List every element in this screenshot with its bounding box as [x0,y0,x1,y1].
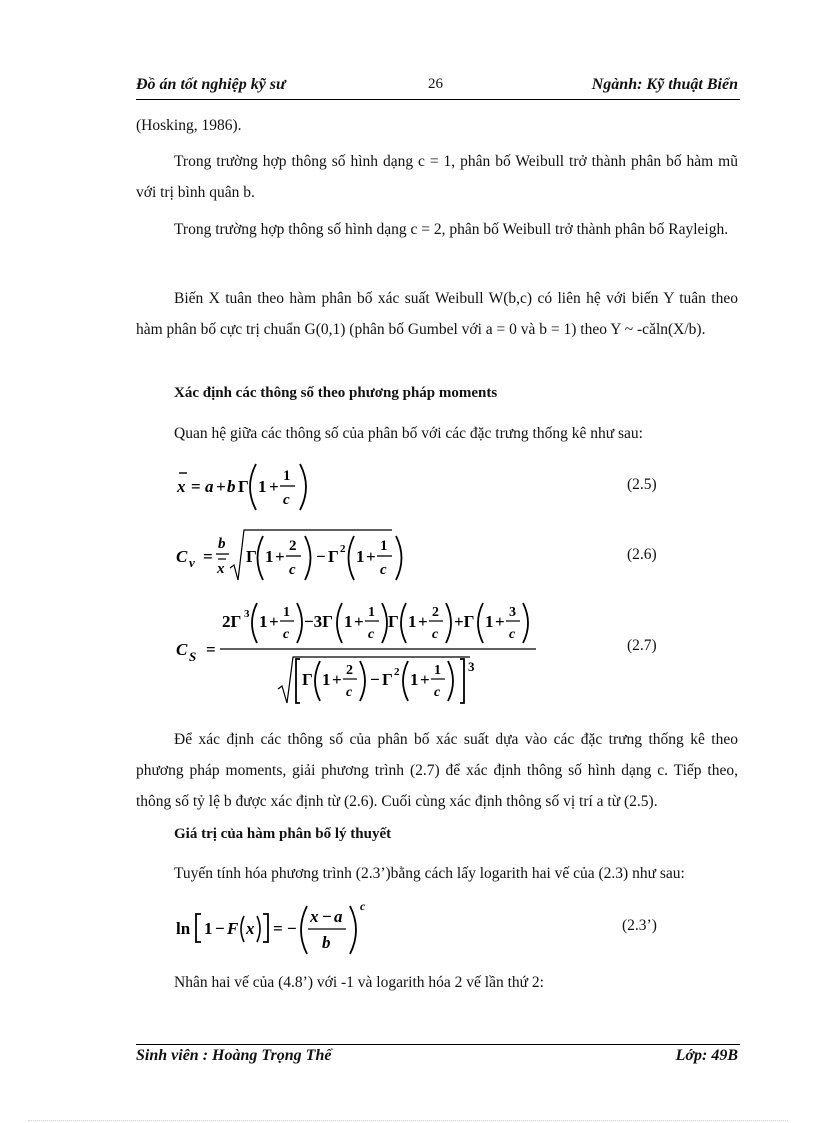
paragraph-linearization: Tuyến tính hóa phương trình (2.3’)bằng cách lấy logarith hai vế của (2.3) như sau: [174,865,685,882]
svg-text:a: a [205,477,214,496]
svg-text:1: 1 [265,547,274,566]
svg-text:+: + [418,612,428,631]
svg-text:−3Γ: −3Γ [304,612,334,631]
svg-text:−: − [215,919,225,938]
page-footer [136,1047,738,1071]
paragraph-citation: (Hosking, 1986). [136,117,242,134]
svg-text:1: 1 [204,919,213,938]
paragraph-moment-relations: Quan hệ giữa các thông số của phân bố với các đặc trưng thống kê như sau: [174,425,643,442]
svg-text:1: 1 [408,612,417,631]
svg-text:1: 1 [368,605,375,620]
svg-text:c: c [283,627,290,642]
svg-text:a: a [334,907,343,926]
svg-text:c: c [432,627,439,642]
svg-text:1: 1 [259,612,268,631]
svg-text:+: + [216,477,226,496]
svg-text:3: 3 [244,608,250,620]
svg-text:x: x [246,919,255,938]
footer-student-name: Sinh viên : Hoàng Trọng Thể [136,1047,332,1064]
footer-class: Lớp: 49B [675,1047,738,1064]
svg-text:−: − [370,670,380,689]
svg-text:+: + [275,547,285,566]
svg-text:Γ: Γ [388,612,399,631]
svg-text:F: F [227,919,239,938]
paragraph-exponential-case: Trong trường hợp thông số hình dạng c = 1, phân bố Weibull trở thành phân bố hàm mũ với trị bình quân b. [136,153,738,201]
equation-number-2-3-prime: (2.3’) [622,917,657,934]
svg-text:1: 1 [485,612,494,631]
svg-text:c: c [346,685,353,700]
svg-text:1: 1 [283,468,291,484]
svg-text:3: 3 [509,605,516,620]
svg-text:c: c [380,562,387,578]
svg-text:1: 1 [258,477,267,496]
svg-text:2: 2 [346,663,353,678]
equation-number-2-5: (2.5) [627,476,657,493]
svg-text:+: + [366,547,376,566]
heading-moments-method: Xác định các thông số theo phương pháp moments [174,385,498,401]
svg-text:x: x [177,477,186,496]
svg-text:−: − [322,907,332,926]
page-header [136,74,738,98]
svg-text:−: − [287,919,297,938]
equation-mean [174,458,334,521]
svg-text:2: 2 [340,543,346,555]
paragraph-gumbel-relation: Biến X tuân theo hàm phân bố xác suất Weibull W(b,c) có liên hệ với biến Y tuân theo hàm phân bố cực trị chuẩn G(0,1) (phân bố Gumbel với a = 0 và b = 1) theo Y ~ -cǎln(X/b). [136,290,738,338]
svg-text:−: − [316,547,326,566]
svg-text:1: 1 [344,612,353,631]
svg-text:+: + [420,670,430,689]
equation-variation-coefficient [174,524,414,591]
header-divider [136,99,740,100]
svg-text:C: C [176,640,188,659]
paragraph-rayleigh-case: Trong trường hợp thông số hình dạng c = 2, phân bố Weibull trở thành phân bố Rayleigh. [174,221,729,238]
svg-text:b: b [218,536,226,552]
svg-text:x: x [217,561,225,577]
paragraph-moments-procedure: Để xác định các thông số của phân bố xác suất dựa vào các đặc trưng thống kê theo phương pháp moments, giải phương trình (2.7) để xác định thông số hình dạng c. Tiếp theo, thông số tỷ lệ b được xác định từ (2.6). Cuối cùng xác định thông số vị trí a từ (2.5). [136,731,738,810]
svg-text:=: = [191,477,201,496]
paragraph-double-log: Nhân hai vế của (4.8’) với -1 và logarith hóa 2 vế lần thứ 2: [174,974,544,991]
svg-text:=: = [273,919,283,938]
svg-text:c: c [434,685,441,700]
svg-text:1: 1 [356,547,365,566]
svg-text:Γ: Γ [382,670,393,689]
svg-text:=: = [203,547,213,566]
equation-number-2-6: (2.6) [627,546,657,563]
svg-text:1: 1 [283,605,290,620]
svg-text:c: c [509,627,516,642]
svg-text:+Γ: +Γ [454,612,475,631]
svg-text:2: 2 [289,538,297,554]
svg-text:x: x [310,907,319,926]
svg-text:+: + [495,612,505,631]
svg-text:+: + [269,477,279,496]
svg-text:C: C [176,547,188,566]
header-thesis-title: Đồ án tốt nghiệp kỹ sư [136,76,286,93]
svg-text:Γ: Γ [246,547,257,566]
equation-skewness-coefficient [174,597,554,714]
svg-text:c: c [283,492,290,508]
svg-text:2Γ: 2Γ [222,612,242,631]
svg-text:1: 1 [434,663,441,678]
svg-text:1: 1 [380,538,388,554]
svg-text:Γ: Γ [238,477,249,496]
svg-text:2: 2 [394,666,400,678]
svg-text:c: c [360,899,366,913]
svg-text:Γ: Γ [328,547,339,566]
svg-text:ln: ln [176,919,191,938]
svg-text:c: c [368,627,375,642]
svg-text:+: + [354,612,364,631]
heading-theoretical-distribution: Giá trị của hàm phân bố lý thuyết [174,826,392,842]
footer-divider [136,1044,740,1045]
svg-text:1: 1 [322,670,331,689]
header-page-number: 26 [428,76,443,92]
equation-log-linearization [174,898,374,965]
svg-text:v: v [189,555,195,570]
header-major: Ngành: Kỹ thuật Biển [591,76,738,93]
svg-text:b: b [227,477,236,496]
equation-number-2-7: (2.7) [627,637,657,654]
svg-text:=: = [206,640,216,659]
svg-text:3: 3 [468,659,475,674]
svg-text:+: + [269,612,279,631]
svg-text:S: S [189,649,197,664]
svg-text:c: c [289,562,296,578]
svg-text:2: 2 [432,605,439,620]
svg-text:b: b [322,933,331,952]
svg-text:+: + [332,670,342,689]
page-edge-separator [28,1120,788,1121]
svg-text:Γ: Γ [302,670,313,689]
svg-text:1: 1 [410,670,419,689]
